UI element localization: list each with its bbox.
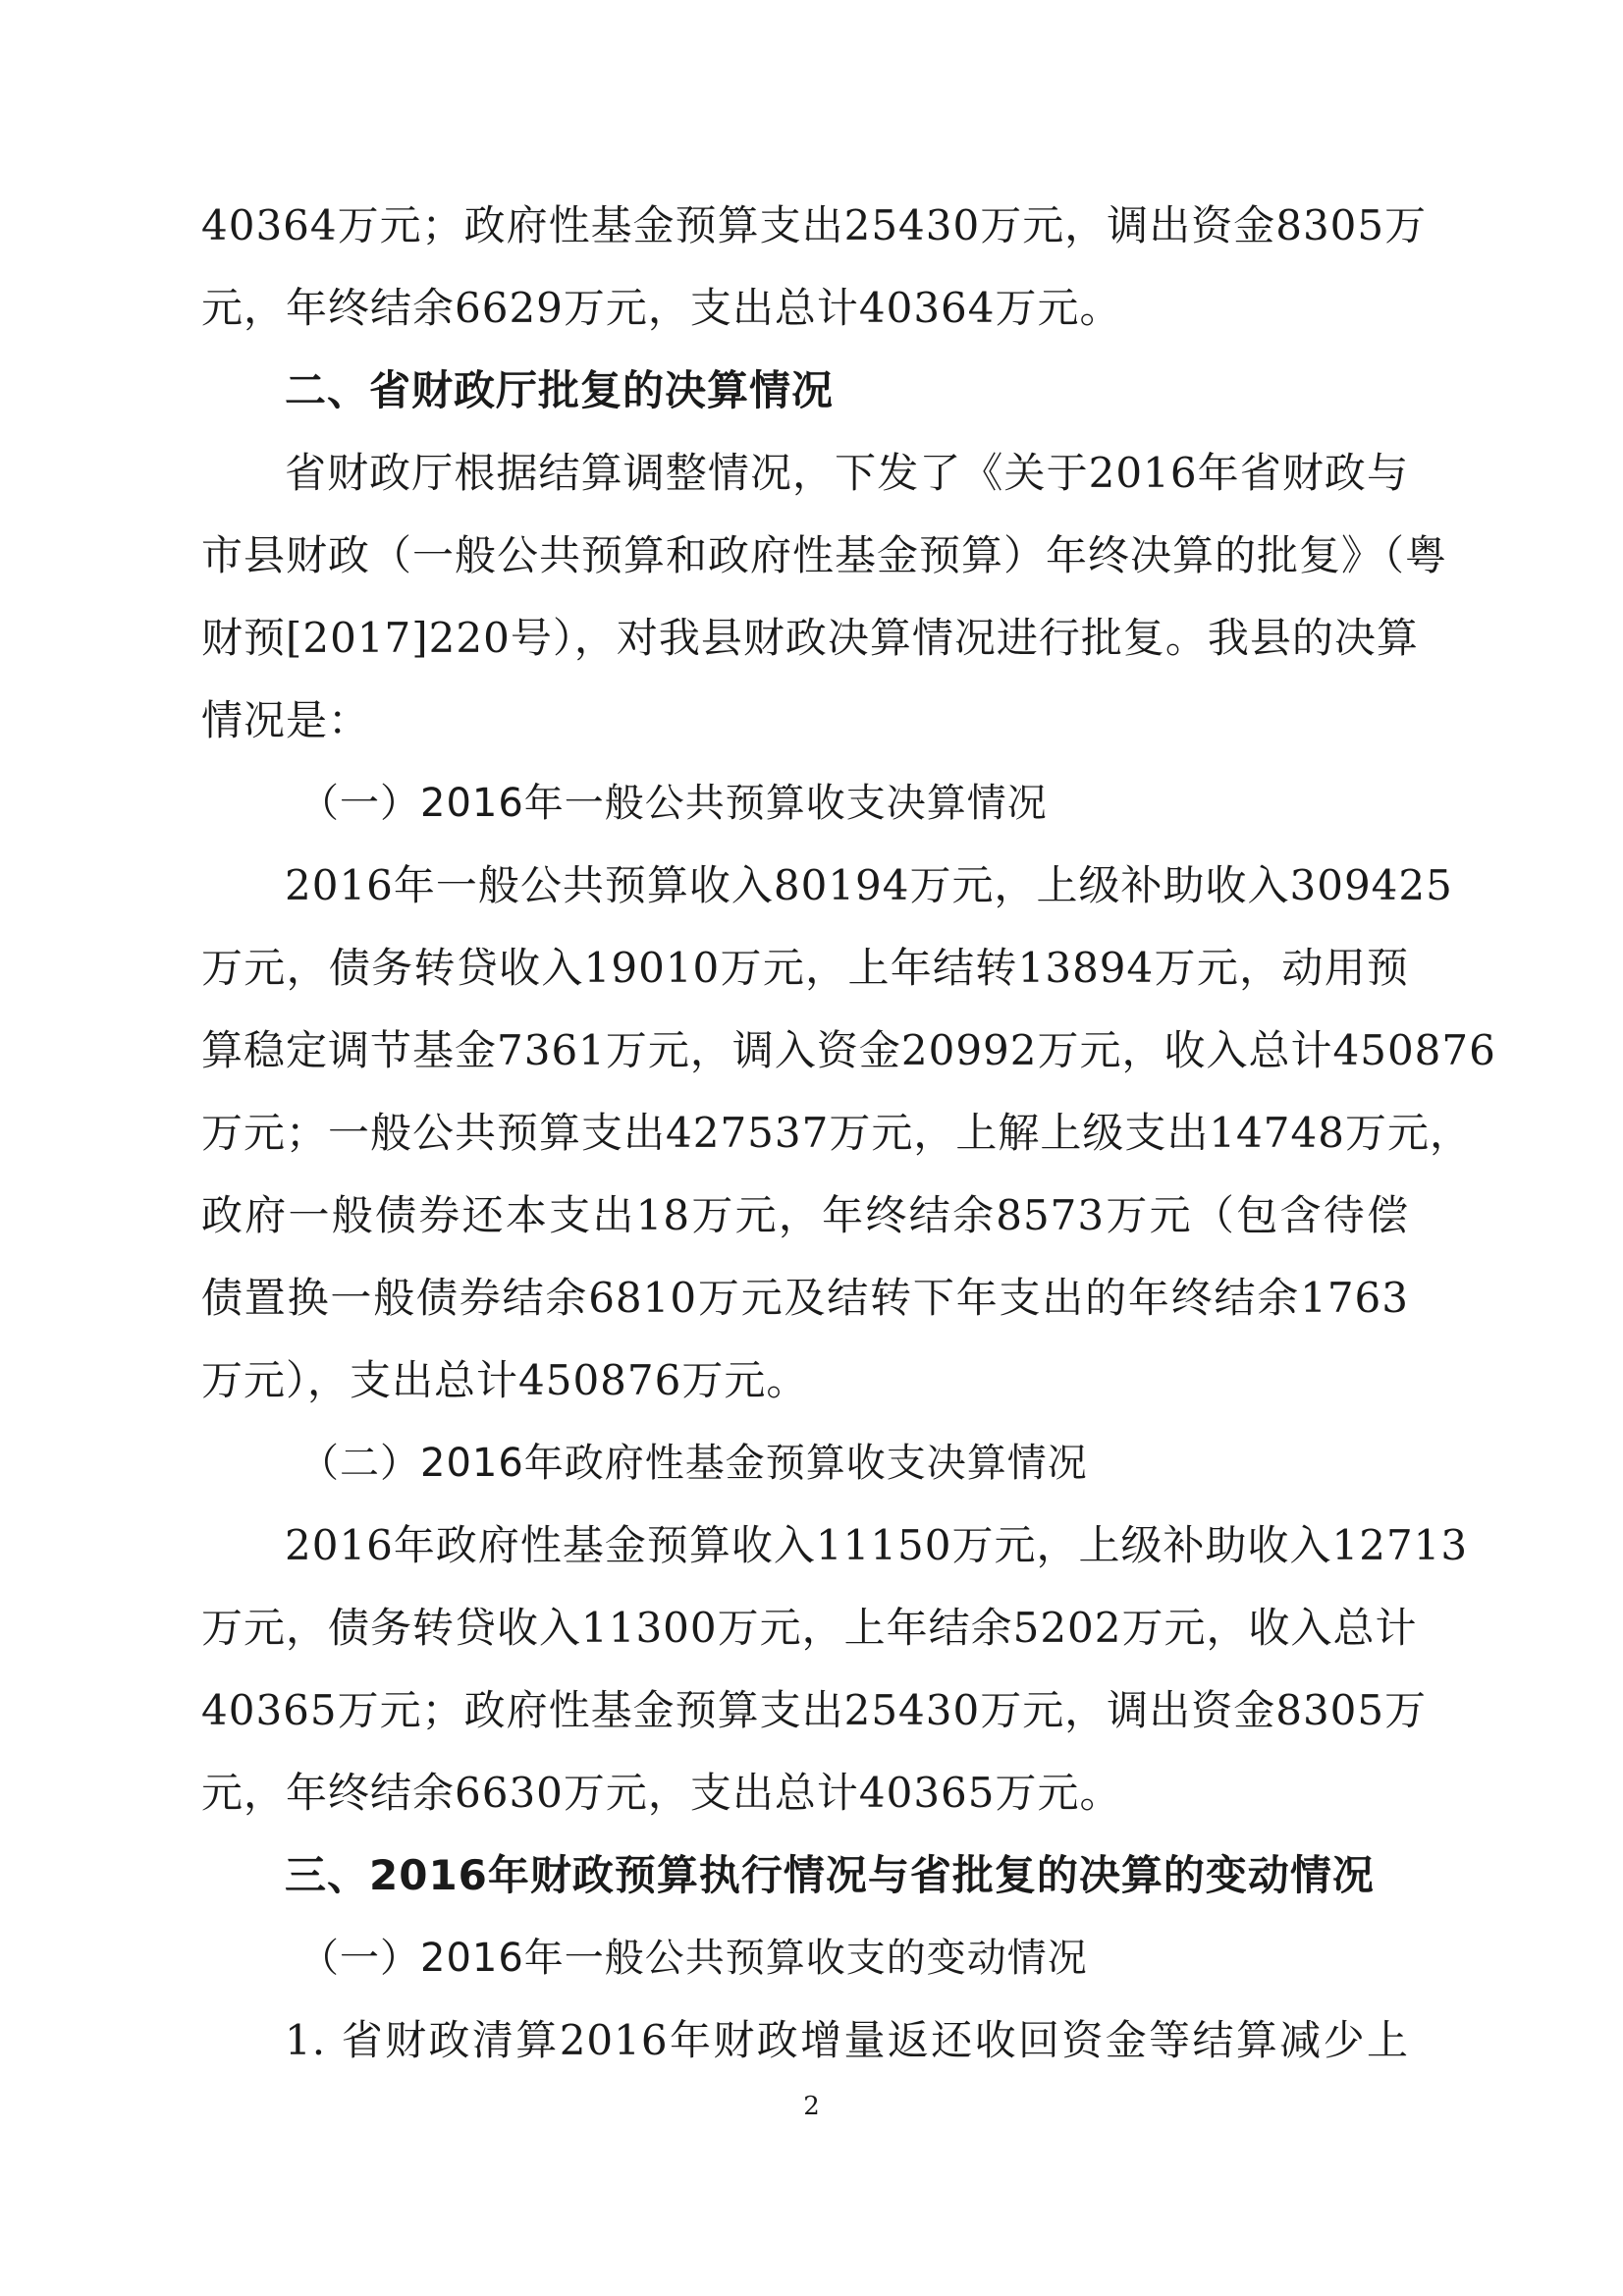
subsection-heading: （一）2016年一般公共预算收支决算情况: [299, 781, 1048, 826]
text-line: 省财政厅根据结算调整情况，下发了《关于2016年省财政与: [285, 449, 1409, 497]
text-line: 40365万元；政府性基金预算支出25430万元，调出资金8305万: [201, 1686, 1428, 1734]
text-line: 2016年政府性基金预算收入11150万元，上级补助收入12713: [285, 1521, 1469, 1569]
subsection-heading: （二）2016年政府性基金预算收支决算情况: [299, 1441, 1088, 1486]
section-heading: 二、省财政厅批复的决算情况: [285, 366, 835, 414]
text-line: 政府一般债券还本支出18万元，年终结余8573万元（包含待偿: [201, 1191, 1409, 1239]
text-line: 万元），支出总计450876万元。: [201, 1356, 809, 1404]
text-line: 元，年终结余6629万元，支出总计40364万元。: [201, 284, 1122, 332]
text-line: 市县财政（一般公共预算和政府性基金预算）年终决算的批复》（粤: [201, 531, 1448, 579]
text-line: 40364万元；政府性基金预算支出25430万元，调出资金8305万: [201, 201, 1428, 249]
text-line: 情况是：: [201, 696, 371, 744]
section-heading: 三、2016年财政预算执行情况与省批复的决算的变动情况: [285, 1851, 1375, 1899]
subsection-heading: （一）2016年一般公共预算收支的变动情况: [299, 1936, 1088, 1981]
text-line: 债置换一般债券结余6810万元及结转下年支出的年终结余1763: [201, 1274, 1409, 1322]
page-number: 2: [803, 2092, 820, 2121]
text-line: 1. 省财政清算2016年财政增量返还收回资金等结算减少上: [285, 2016, 1409, 2064]
text-line: 算稳定调节基金7361万元，调入资金20992万元，收入总计450876: [201, 1026, 1496, 1074]
text-line: 财预[2017]220号），对我县财政决算情况进行批复。我县的决算: [201, 614, 1419, 662]
text-line: 万元，债务转贷收入11300万元，上年结余5202万元，收入总计: [201, 1604, 1418, 1652]
text-line: 元，年终结余6630万元，支出总计40365万元。: [201, 1769, 1122, 1817]
text-line: 2016年一般公共预算收入80194万元，上级补助收入309425: [285, 861, 1453, 909]
text-line: 万元，债务转贷收入19010万元，上年结转13894万元，动用预: [201, 944, 1409, 992]
text-line: 万元；一般公共预算支出427537万元，上解上级支出14748万元，: [201, 1109, 1472, 1157]
